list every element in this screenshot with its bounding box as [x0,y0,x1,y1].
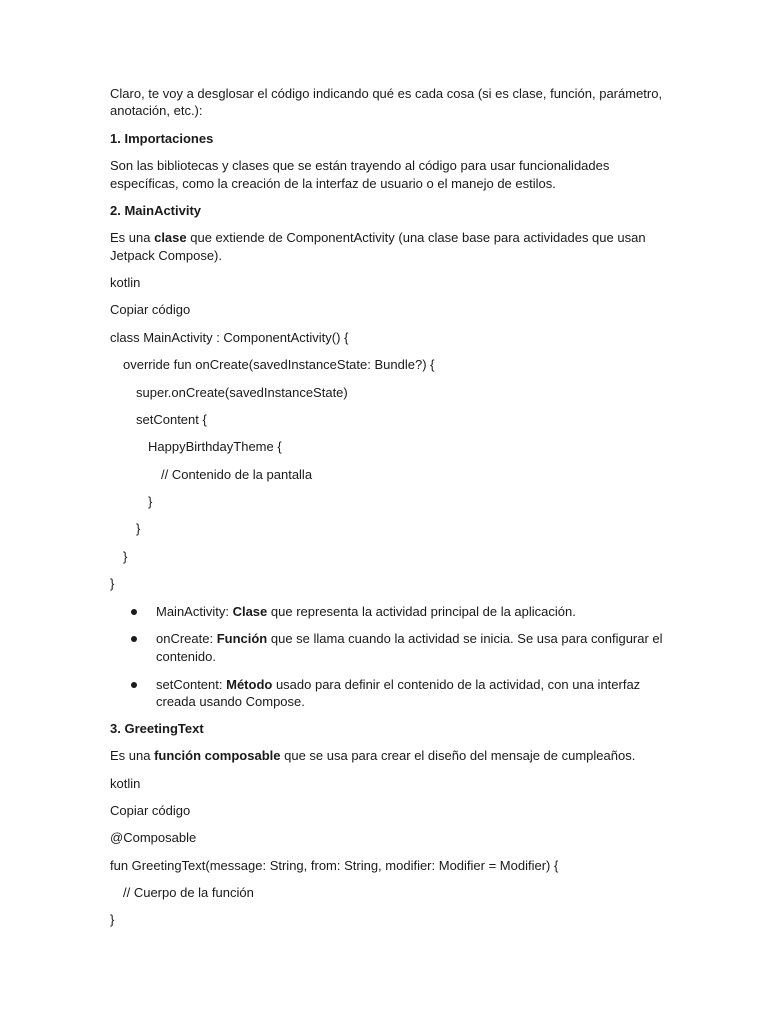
bullet-dot-icon [131,682,137,688]
section-3-desc [110,747,635,765]
section-2-heading: 2. MainActivity [110,203,202,218]
code-line: } [110,912,115,927]
section-2-lang-label: kotlin [110,275,141,290]
code-line: class MainActivity : ComponentActivity() { [110,330,349,345]
code-line: super.onCreate(savedInstanceState) [136,385,348,400]
section-1-heading: 1. Importaciones [110,131,214,146]
desc-bold: clase [154,230,187,245]
bullet-text: MainActivity: [156,604,233,619]
code-line: } [123,549,128,564]
code-line: fun GreetingText(message: String, from: String, modifier: Modifier = Modifier) { [110,858,559,873]
bullet-item-setcontent-line-2: creada usando Compose. [156,694,305,709]
code-line: } [148,494,153,509]
code-line: } [110,576,115,591]
bullet-text: onCreate: [156,631,217,646]
desc-text: que se usa para crear el diseño del mensaje de cumpleaños. [280,748,636,763]
bullet-item-setcontent [156,676,640,694]
section-1-desc-line-1: Son las bibliotecas y clases que se están trayendo al código para usar funcionalidades [110,158,610,173]
intro-line-1: Claro, te voy a desglosar el código indicando qué es cada cosa (si es clase, función, parámetro, [110,86,663,101]
bullet-text: usado para definir el contenido de la actividad, con una interfaz [272,677,641,692]
code-line: HappyBirthdayTheme { [148,439,282,454]
code-line: setContent { [136,412,207,427]
bullet-dot-icon [131,609,137,615]
bullet-item-oncreate [156,630,663,648]
intro-line-2: anotación, etc.): [110,103,203,118]
desc-bold: función composable [154,748,281,763]
desc-text: Es una [110,748,155,763]
bullet-text: que se llama cuando la actividad se inicia. Se usa para configurar el [267,631,663,646]
bullet-text: setContent: [156,677,227,692]
section-1-desc-line-2: específicas, como la creación de la interfaz de usuario o el manejo de estilos. [110,176,556,191]
code-line: // Cuerpo de la función [123,885,254,900]
section-2-desc-line-2: Jetpack Compose). [110,248,222,263]
section-3-lang-label: kotlin [110,776,141,791]
code-line: // Contenido de la pantalla [161,467,313,482]
bullet-dot-icon [131,636,137,642]
bullet-text: que representa la actividad principal de la aplicación. [267,604,576,619]
bullet-bold: Clase [232,604,268,619]
code-line: } [136,521,141,536]
code-line: @Composable [110,830,197,845]
bullet-item-mainactivity [156,603,576,621]
desc-text: Es una [110,230,155,245]
bullet-bold: Método [226,677,273,692]
section-2-copy-code[interactable]: Copiar código [110,302,191,317]
code-line: override fun onCreate(savedInstanceState: Bundle?) { [123,357,435,372]
desc-text: que extiende de ComponentActivity (una clase base para actividades que usan [186,230,646,245]
section-3-heading: 3. GreetingText [110,721,204,736]
bullet-bold: Función [216,631,268,646]
section-3-copy-code[interactable]: Copiar código [110,803,191,818]
section-2-desc-line-1 [110,229,646,247]
bullet-item-oncreate-line-2: contenido. [156,649,216,664]
